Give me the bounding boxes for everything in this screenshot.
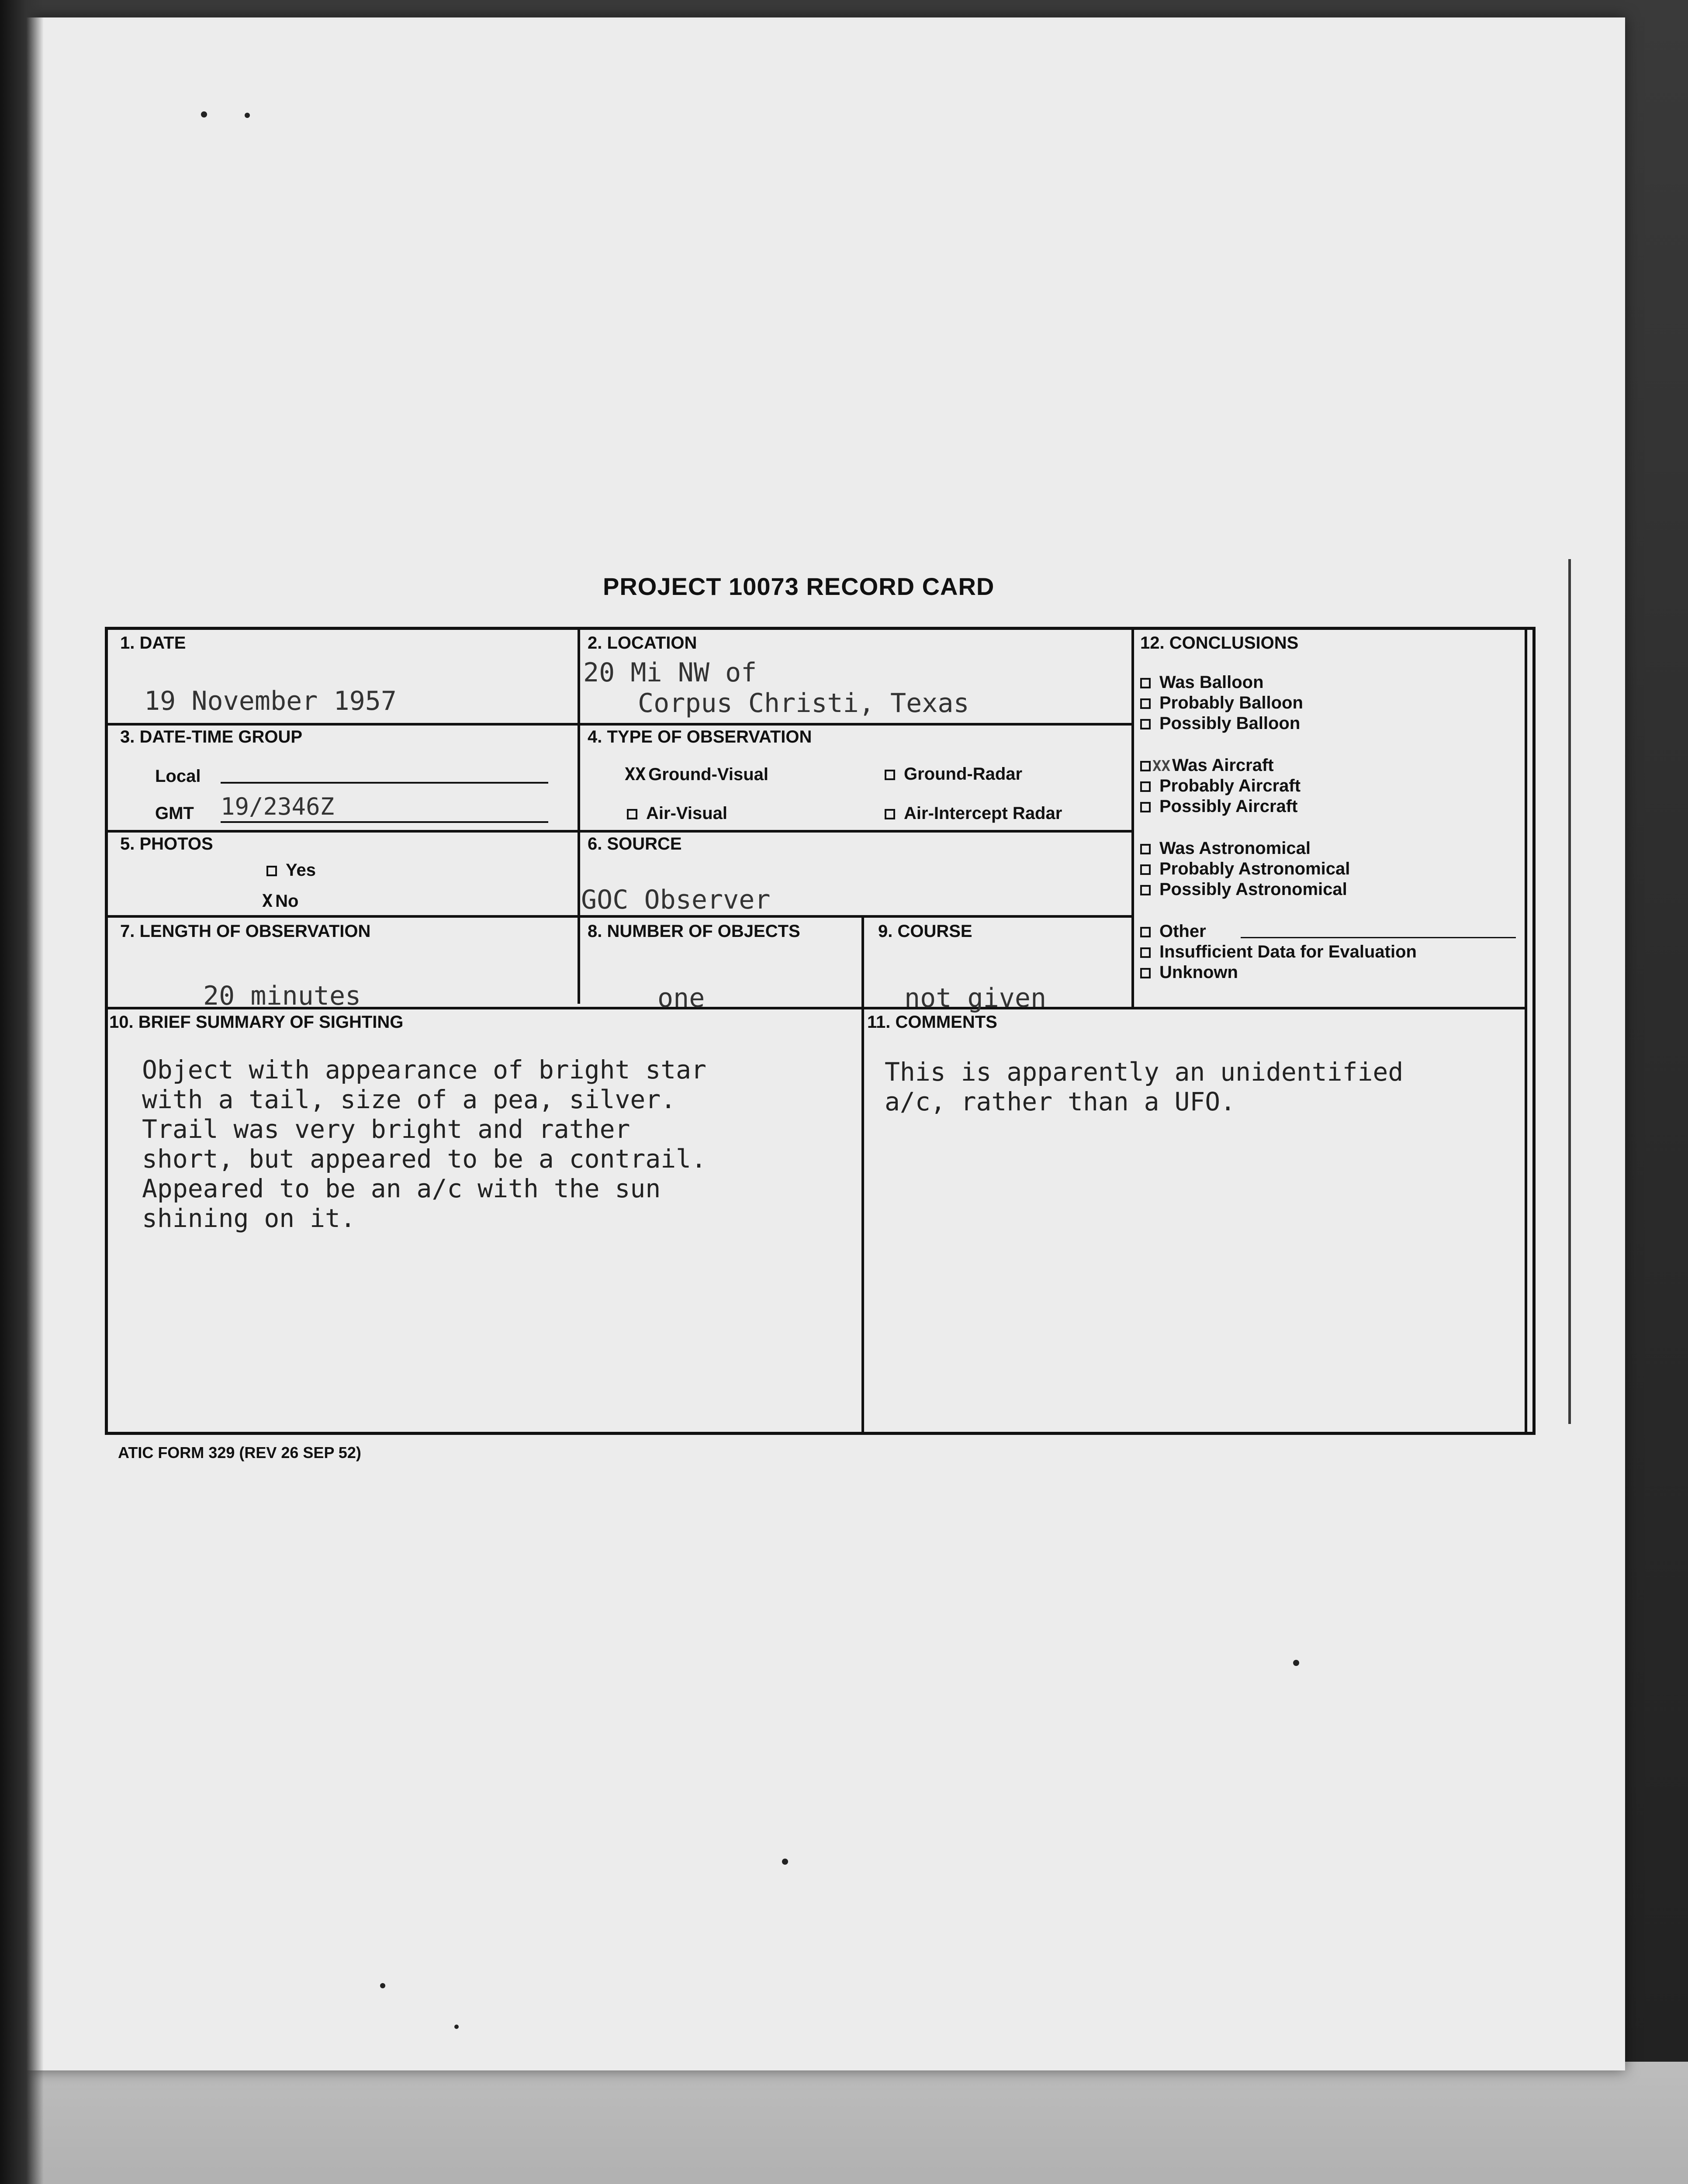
obs-air-intercept bbox=[885, 804, 1062, 823]
conclusion-possibly-astronomical bbox=[1140, 880, 1347, 899]
obs-air-visual bbox=[627, 804, 727, 823]
paper-edge-mark bbox=[1568, 559, 1571, 1424]
conclusion-checkbox bbox=[1140, 947, 1151, 958]
summary-line: shining on it. bbox=[142, 1203, 356, 1233]
conclusion-label: Possibly Balloon bbox=[1159, 714, 1301, 733]
divider-right bbox=[1525, 628, 1527, 1434]
conclusion-checkbox bbox=[1140, 968, 1151, 978]
scan-speck bbox=[782, 1859, 788, 1865]
comments-text bbox=[885, 1057, 1403, 1116]
source-value: GOC Observer bbox=[581, 885, 771, 915]
conclusion-other bbox=[1140, 922, 1206, 941]
row-divider-3 bbox=[107, 915, 1131, 918]
conclusions-label: 12. CONCLUSIONS bbox=[1140, 633, 1299, 653]
conclusion-unknown bbox=[1140, 963, 1238, 982]
conclusion-probably-balloon bbox=[1140, 693, 1303, 713]
divider-col-1 bbox=[578, 628, 580, 1004]
conclusion-label: Probably Astronomical bbox=[1159, 859, 1350, 878]
conclusion-was-aircraft-mark: XX bbox=[1152, 757, 1170, 775]
conclusion-checkbox bbox=[1140, 844, 1151, 854]
dtg-local-line bbox=[221, 782, 548, 784]
conclusion-checkbox bbox=[1140, 864, 1151, 875]
summary-line: Appeared to be an a/c with the sun bbox=[142, 1174, 661, 1203]
date-value: 19 November 1957 bbox=[144, 686, 397, 716]
photos-no-mark: X bbox=[262, 891, 273, 911]
photos-yes-checkbox bbox=[266, 866, 277, 876]
page-left-shadow bbox=[0, 0, 44, 2184]
photos-label: 5. PHOTOS bbox=[120, 834, 213, 854]
conclusion-checkbox bbox=[1140, 678, 1151, 688]
obs-ground-visual-mark: XX bbox=[625, 764, 646, 784]
dtg-label: 3. DATE-TIME GROUP bbox=[120, 727, 303, 746]
summary-label: 10. BRIEF SUMMARY OF SIGHTING bbox=[109, 1013, 404, 1032]
conclusion-probably-astronomical bbox=[1140, 859, 1350, 879]
conclusion-was-balloon bbox=[1140, 673, 1264, 692]
summary-line: short, but appeared to be a contrail. bbox=[142, 1144, 707, 1174]
conclusion-label: Probably Balloon bbox=[1159, 693, 1303, 712]
comments-label: 11. COMMENTS bbox=[867, 1013, 997, 1032]
summary-line: Object with appearance of bright star bbox=[142, 1055, 707, 1085]
num-objects-label: 8. NUMBER OF OBJECTS bbox=[588, 922, 800, 941]
dtg-gmt-value: 19/2346Z bbox=[221, 793, 335, 820]
conclusion-label: Other bbox=[1159, 922, 1206, 941]
date-label: 1. DATE bbox=[120, 633, 186, 653]
divider-col-3 bbox=[861, 915, 864, 1433]
scan-speck bbox=[1293, 1660, 1299, 1666]
conclusion-was-aircraft bbox=[1140, 756, 1274, 775]
row-divider-1 bbox=[107, 723, 1131, 726]
scan-speck bbox=[245, 113, 250, 118]
conclusion-insufficient-data bbox=[1140, 942, 1417, 962]
obs-ground-radar-label: Ground-Radar bbox=[904, 764, 1023, 784]
length-label: 7. LENGTH OF OBSERVATION bbox=[120, 922, 371, 941]
conclusion-label: Was Balloon bbox=[1159, 673, 1264, 692]
summary-text bbox=[142, 1055, 706, 1233]
obs-ground-visual-label: Ground-Visual bbox=[648, 765, 769, 784]
conclusion-was-astronomical bbox=[1140, 839, 1311, 858]
source-label: 6. SOURCE bbox=[588, 834, 682, 854]
location-line-1: 20 Mi NW of bbox=[583, 657, 757, 688]
conclusion-label: Possibly Astronomical bbox=[1159, 880, 1347, 899]
obs-ground-visual bbox=[625, 764, 768, 784]
location-line-2: Corpus Christi, Texas bbox=[638, 688, 969, 719]
dtg-gmt-line bbox=[221, 821, 548, 823]
conclusion-probably-aircraft bbox=[1140, 776, 1301, 796]
obs-ground-radar bbox=[885, 764, 1022, 784]
conclusion-label: Unknown bbox=[1159, 963, 1238, 982]
conclusion-label: Probably Aircraft bbox=[1159, 776, 1301, 795]
conclusion-label: Insufficient Data for Evaluation bbox=[1159, 942, 1417, 961]
obs-air-intercept-label: Air-Intercept Radar bbox=[904, 804, 1062, 823]
scan-bottom-strip bbox=[0, 2062, 1688, 2184]
conclusion-checkbox bbox=[1140, 802, 1151, 812]
obs-air-visual-checkbox bbox=[627, 809, 637, 819]
photos-no-label: No bbox=[275, 892, 299, 911]
conclusion-checkbox bbox=[1140, 719, 1151, 729]
conclusion-checkbox bbox=[1140, 698, 1151, 709]
course-value: not given bbox=[904, 983, 1047, 1013]
conclusion-checkbox bbox=[1140, 781, 1151, 792]
row-divider-2 bbox=[107, 830, 1131, 833]
summary-line: with a tail, size of a pea, silver. bbox=[142, 1085, 676, 1114]
num-objects-value: one bbox=[657, 983, 705, 1013]
conclusion-checkbox bbox=[1140, 885, 1151, 895]
location-label: 2. LOCATION bbox=[588, 633, 697, 653]
dtg-local-label: Local bbox=[155, 767, 201, 786]
obs-type-label: 4. TYPE OF OBSERVATION bbox=[588, 727, 812, 746]
comments-line: This is apparently an unidentified bbox=[885, 1057, 1404, 1087]
divider-col-2 bbox=[1131, 628, 1134, 1008]
conclusion-checkbox bbox=[1140, 927, 1151, 937]
conclusion-possibly-balloon bbox=[1140, 714, 1300, 733]
conclusion-possibly-aircraft bbox=[1140, 797, 1297, 816]
photos-no bbox=[262, 891, 298, 911]
scan-speck bbox=[201, 111, 207, 117]
obs-air-visual-label: Air-Visual bbox=[646, 804, 727, 823]
length-value: 20 minutes bbox=[203, 981, 361, 1011]
obs-ground-radar-checkbox bbox=[885, 770, 895, 780]
summary-line: Trail was very bright and rather bbox=[142, 1114, 630, 1144]
scan-speck bbox=[454, 2025, 459, 2029]
conclusion-checkbox bbox=[1140, 761, 1151, 771]
course-label: 9. COURSE bbox=[878, 922, 972, 941]
dtg-gmt-label: GMT bbox=[155, 804, 194, 823]
conclusion-other-line bbox=[1241, 937, 1516, 938]
photos-yes bbox=[266, 860, 316, 880]
comments-line: a/c, rather than a UFO. bbox=[885, 1087, 1236, 1116]
form-footer: ATIC FORM 329 (REV 26 SEP 52) bbox=[118, 1444, 361, 1462]
conclusion-label: Was Astronomical bbox=[1159, 839, 1311, 858]
conclusion-label: Possibly Aircraft bbox=[1159, 797, 1298, 816]
obs-air-intercept-checkbox bbox=[885, 809, 895, 819]
scan-speck bbox=[380, 1983, 385, 1988]
conclusion-label: Was Aircraft bbox=[1172, 756, 1274, 775]
photos-yes-label: Yes bbox=[286, 860, 316, 880]
card-title: PROJECT 10073 RECORD CARD bbox=[603, 573, 995, 600]
